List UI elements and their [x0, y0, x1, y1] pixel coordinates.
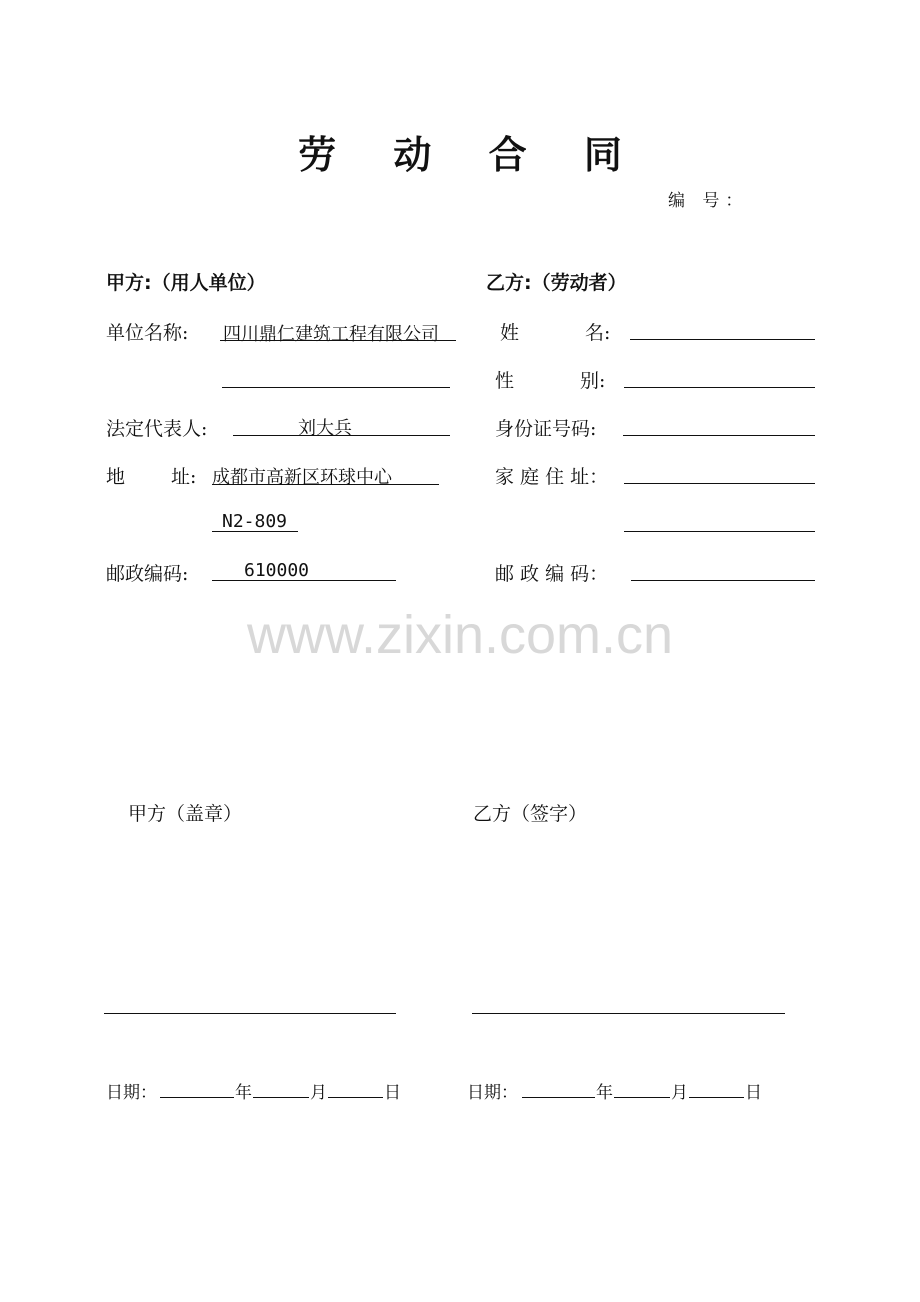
name-label-2: 名:	[585, 322, 611, 344]
party-b-postcode-field-line[interactable]	[631, 580, 815, 581]
party-a-date-label: 日期：	[106, 1083, 157, 1103]
postcode-underline	[212, 580, 396, 581]
party-b-date-day: 日	[745, 1083, 762, 1103]
party-a-date-month-line[interactable]	[253, 1097, 309, 1098]
legal-rep-underline	[233, 435, 450, 436]
name-field-line[interactable]	[630, 339, 815, 340]
address-value-2: N2-809	[222, 511, 288, 532]
party-a-date-day: 日	[384, 1083, 401, 1103]
home-address-field-line[interactable]	[624, 483, 815, 484]
party-b-date-label: 日期：	[467, 1083, 518, 1103]
gender-field-line[interactable]	[624, 387, 815, 388]
party-a-signature-line[interactable]	[104, 1013, 396, 1014]
party-a-date-year: 年	[235, 1083, 252, 1103]
party-a-date-month: 月	[310, 1083, 327, 1103]
party-b-date-month-line[interactable]	[614, 1097, 670, 1098]
party-b-signature-line[interactable]	[472, 1013, 785, 1014]
address-underline-1	[212, 484, 439, 485]
party-b-date-year: 年	[596, 1083, 613, 1103]
party-b-postcode-label: 邮 政 编 码：	[495, 563, 609, 585]
address-label-1: 地	[106, 466, 126, 488]
party-a-date-day-line[interactable]	[328, 1097, 383, 1098]
address-label-2: 址:	[171, 466, 197, 488]
name-label-1: 姓	[500, 322, 520, 344]
party-b-heading: 乙方:（劳动者）	[486, 272, 627, 294]
party-a-seal-label: 甲方（盖章）	[128, 803, 243, 825]
gender-label-1: 性	[495, 370, 515, 392]
address-underline-2	[212, 531, 298, 532]
serial-number-label: 编 号：	[668, 191, 749, 211]
home-address-label: 家 庭 住 址：	[495, 466, 609, 488]
party-b-sign-label: 乙方（签字）	[473, 803, 588, 825]
postcode-value: 610000	[244, 560, 310, 581]
unit-name-underline-2	[222, 387, 450, 388]
id-number-field-line[interactable]	[623, 435, 815, 436]
gender-label-2: 别:	[580, 370, 606, 392]
postcode-label: 邮政编码:	[106, 563, 189, 585]
address-value-1: 成都市高新区环球中心	[212, 467, 392, 488]
party-a-date-year-line[interactable]	[160, 1097, 234, 1098]
unit-name-label: 单位名称:	[106, 322, 189, 344]
legal-rep-label: 法定代表人:	[106, 418, 208, 440]
unit-name-underline	[220, 340, 456, 341]
contract-title: 劳 动 合 同	[298, 133, 644, 177]
party-a-heading: 甲方:（用人单位）	[106, 272, 266, 294]
watermark: www.zixin.com.cn	[246, 605, 674, 665]
party-b-date-day-line[interactable]	[689, 1097, 744, 1098]
unit-name-value: 四川鼎仁建筑工程有限公司	[223, 324, 439, 345]
home-address-field-line-2[interactable]	[624, 531, 815, 532]
party-b-date-month: 月	[671, 1083, 688, 1103]
party-b-date-year-line[interactable]	[522, 1097, 595, 1098]
id-number-label: 身份证号码:	[495, 418, 597, 440]
legal-rep-value: 刘大兵	[298, 418, 352, 439]
